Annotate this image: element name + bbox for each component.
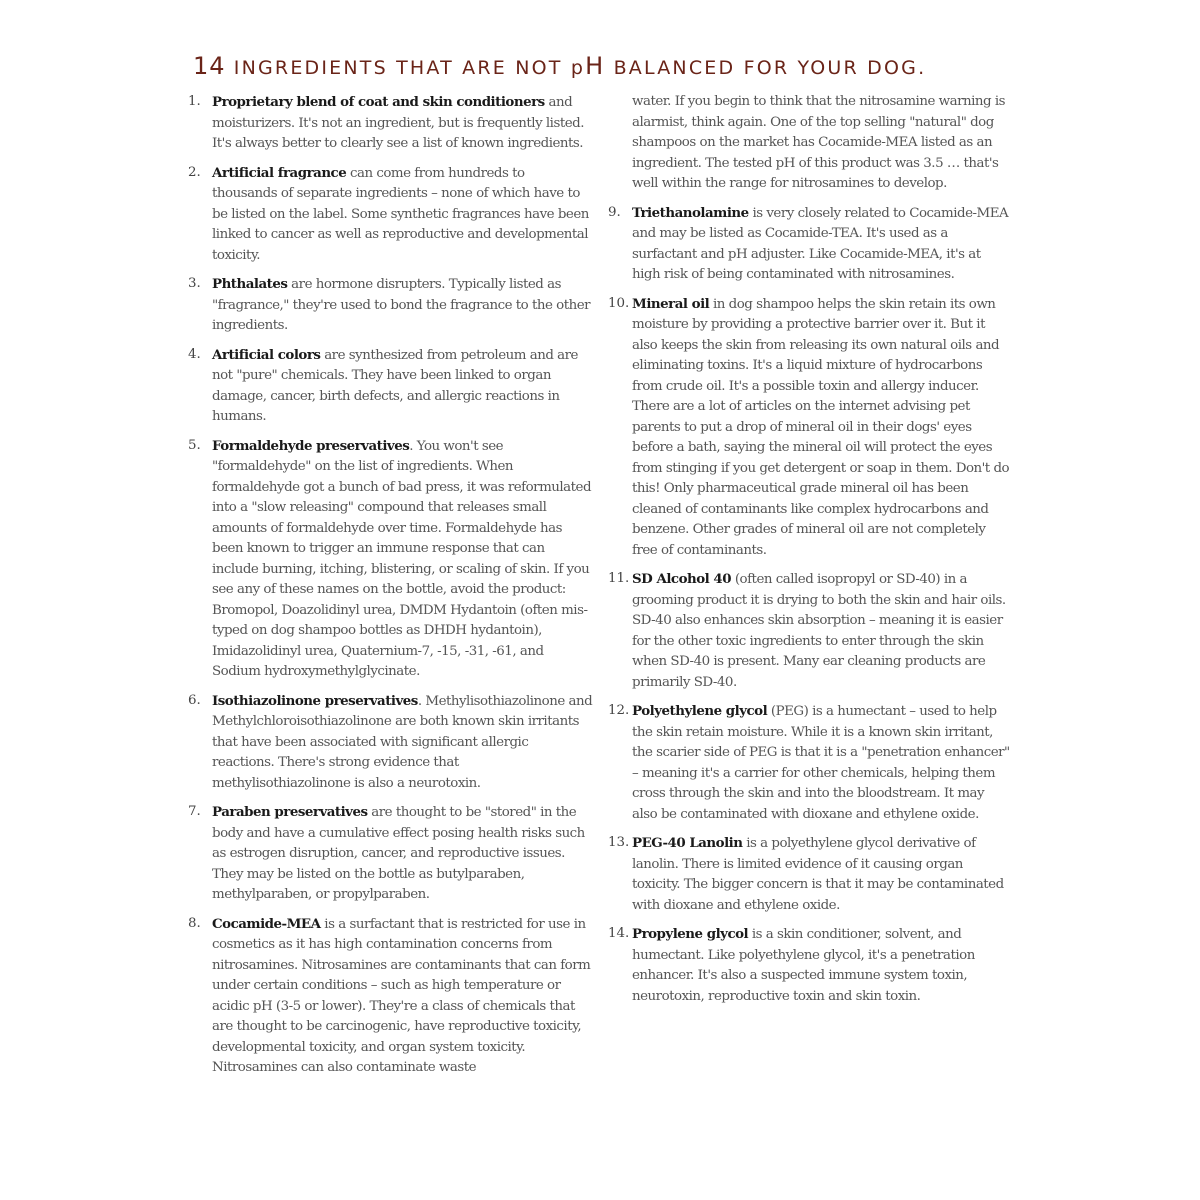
item-text: and moisturizers. It's not an ingredient, but is frequently listed. It's always better to clearly see a list of known ingredients. — [212, 95, 584, 151]
item-text: in dog shampoo helps the skin retain its own moisture by providing a protective barrier over it. But it also keeps the skin from releasing its own natural oils and eliminating toxins. It's a liquid mixture of hydrocarbons from crude oil. It's a possible toxin and allergy inducer. There are a lot of articles on the internet advising pet parents to put a drop of mineral oil in their dogs' eyes before a bath, saying the mineral oil will protect the eyes from stinging if you get detergent or soap in them. Don't do this! Only pharmaceutical grade mineral oil has been cleaned of contaminants like complex hydrocarbons and benzene. Other grades of mineral oil are not completely free of contaminants. — [632, 296, 1010, 558]
item-number: 1. — [188, 94, 201, 109]
item-text: is very closely related to Cocamide-MEA and may be listed as Cocamide-TEA. It's used as a surfactant and pH adjuster. Like Cocamide-MEA, it's at high risk of being contaminated with nitrosamines. — [632, 205, 1009, 282]
item-number: 5. — [188, 437, 201, 453]
item-number: 9. — [608, 204, 621, 220]
item-term: Triethanolamine — [632, 204, 749, 221]
item-text: are hormone disrupters. Typically listed as "fragrance," they're used to bond the fragrance to the other ingredients. — [212, 277, 591, 333]
title-number: 14 — [193, 52, 226, 80]
item-number: 11. — [608, 571, 630, 586]
list-item — [188, 92, 593, 155]
item-term: Mineral oil — [632, 295, 710, 312]
left-column — [188, 92, 593, 1087]
item-number: 7. — [188, 804, 201, 819]
item-term: Propylene glycol — [632, 926, 749, 942]
item-text: are thought to be "stored" in the body and have a cumulative effect posing health risks such as estrogen disruption, cancer, and reproductive issues. They may be listed on the bottle as butylparaben, methylparaben, or propylparaben. — [212, 805, 585, 902]
list-item — [608, 833, 1010, 916]
item-number: 2. — [188, 164, 201, 180]
item-term: PEG-40 Lanolin — [632, 835, 743, 851]
item-text: is a skin conditioner, solvent, and humectant. Like polyethylene glycol, it's a penetration enhancer. It's also a suspected immune system toxin, neurotoxin, reproductive toxin and skin toxin. — [632, 927, 975, 1004]
item-number: 4. — [188, 346, 201, 362]
item-number: 12. — [608, 703, 630, 718]
list-item — [188, 345, 593, 428]
item-term: Artificial fragrance — [212, 164, 347, 181]
item-text: (often called isopropyl or SD-40) in a grooming product it is drying to both the skin and hair oils. SD-40 also enhances skin absorption – meaning it is easier for the other toxic ingredients to enter through the skin when SD-40 is present. Many ear cleaning products are primarily SD-40. — [632, 572, 1006, 690]
item-text: are synthesized from petroleum and are not "pure" chemicals. They have been linked to organ damage, cancer, birth defects, and allergic reactions in humans. — [212, 347, 578, 424]
item-term: Formaldehyde preservatives — [212, 437, 410, 454]
item-text: water. If you begin to think that the nitrosamine warning is alarmist, think again. One of the top selling "natural" dog shampoos on the market has Cocamide-MEA listed as an ingredient. The tested pH of this product was 3.5 … that's well within the range for nitrosamines to develop. — [632, 94, 1005, 191]
item-text: . You won't see "formaldehyde" on the list of ingredients. When formaldehyde got a bunch of bad press, it was reformulated into a "slow releasing" compound that releases small amounts of formaldehyde over time. Formaldehyde has been known to trigger an immune response that can include burning, itching, blistering, or scaling of skin. If you see any of these names on the bottle, avoid the product: Bromopol, Doazolidinyl urea, DMDM Hydantoin (often mis-typed on dog shampoo bottles as DHDH hydantoin), Imidazolidinyl urea, Quaternium-7, -15, -31, -61, and Sodium hydroxymethylglycinate. — [212, 438, 592, 679]
item-term: Proprietary blend of coat and skin conditioners — [212, 94, 545, 110]
item-text: (PEG) is a humectant – used to help the skin retain moisture. While it is a known skin irritant, the scarier side of PEG is that it is a "penetration enhancer" – meaning it's a carrier for other chemicals, helping them cross through the skin and into the bloodstream. It may also be contaminated with dioxane and ethylene oxide. — [632, 704, 1010, 822]
list-item — [188, 802, 593, 906]
item-number: 14. — [608, 926, 630, 941]
item-number: 8. — [188, 915, 201, 931]
item-number: 3. — [188, 276, 201, 291]
list-item — [608, 203, 1010, 286]
item-number: 13. — [608, 835, 630, 850]
item-number: 6. — [188, 692, 201, 708]
title-text-before: INGREDIENTS THAT ARE NOT — [225, 57, 571, 79]
list-item — [608, 924, 1010, 1007]
page-title — [193, 52, 993, 80]
item-term: Phthalates — [212, 276, 288, 292]
list-item — [188, 691, 593, 795]
list-item — [608, 701, 1010, 825]
list-item — [608, 294, 1010, 562]
list-item — [188, 436, 593, 683]
item-term: Artificial colors — [212, 346, 321, 363]
right-column — [608, 92, 1010, 1015]
list-item-continuation — [608, 92, 1010, 195]
list-item — [608, 569, 1010, 693]
item-term: Paraben preservatives — [212, 804, 368, 820]
title-ph-h: H — [585, 52, 606, 80]
title-text-after: BALANCED FOR YOUR DOG. — [605, 57, 927, 79]
item-text: is a surfactant that is restricted for use in cosmetics as it has high contamination concerns from nitrosamines. Nitrosamines are contaminants that can form under certain conditions – such as high temperature or acidic pH (3-5 or lower). They're a class of chemicals that are thought to be carcinogenic, have reproductive toxicity, developmental toxicity, and organ system toxicity. Nitrosamines can also contaminate waste — [212, 916, 591, 1075]
item-text: is a polyethylene glycol derivative of lanolin. There is limited evidence of it causing organ toxicity. The bigger concern is that it may be contaminated with dioxane and ethylene oxide. — [632, 836, 1004, 913]
item-term: Isothiazolinone preservatives — [212, 692, 418, 709]
item-term: Polyethylene glycol — [632, 703, 768, 719]
list-item — [188, 914, 593, 1079]
item-term: Cocamide-MEA — [212, 915, 321, 932]
title-ph-p: p — [570, 57, 586, 79]
list-item — [188, 163, 593, 267]
item-text: can come from hundreds to thousands of separate ingredients – none of which have to be listed on the label. Some synthetic fragrances have been linked to cancer as well as reproductive and developmental toxicity. — [212, 165, 589, 263]
list-item — [188, 274, 593, 337]
item-text: . Methylisothiazolinone and Methylchloroisothiazolinone are both known skin irritants that have been associated with significant allergic reactions. There's strong evidence that methylisothiazolinone is also a neurotoxin. — [212, 693, 593, 791]
item-number: 10. — [608, 295, 630, 311]
item-term: SD Alcohol 40 — [632, 571, 732, 587]
